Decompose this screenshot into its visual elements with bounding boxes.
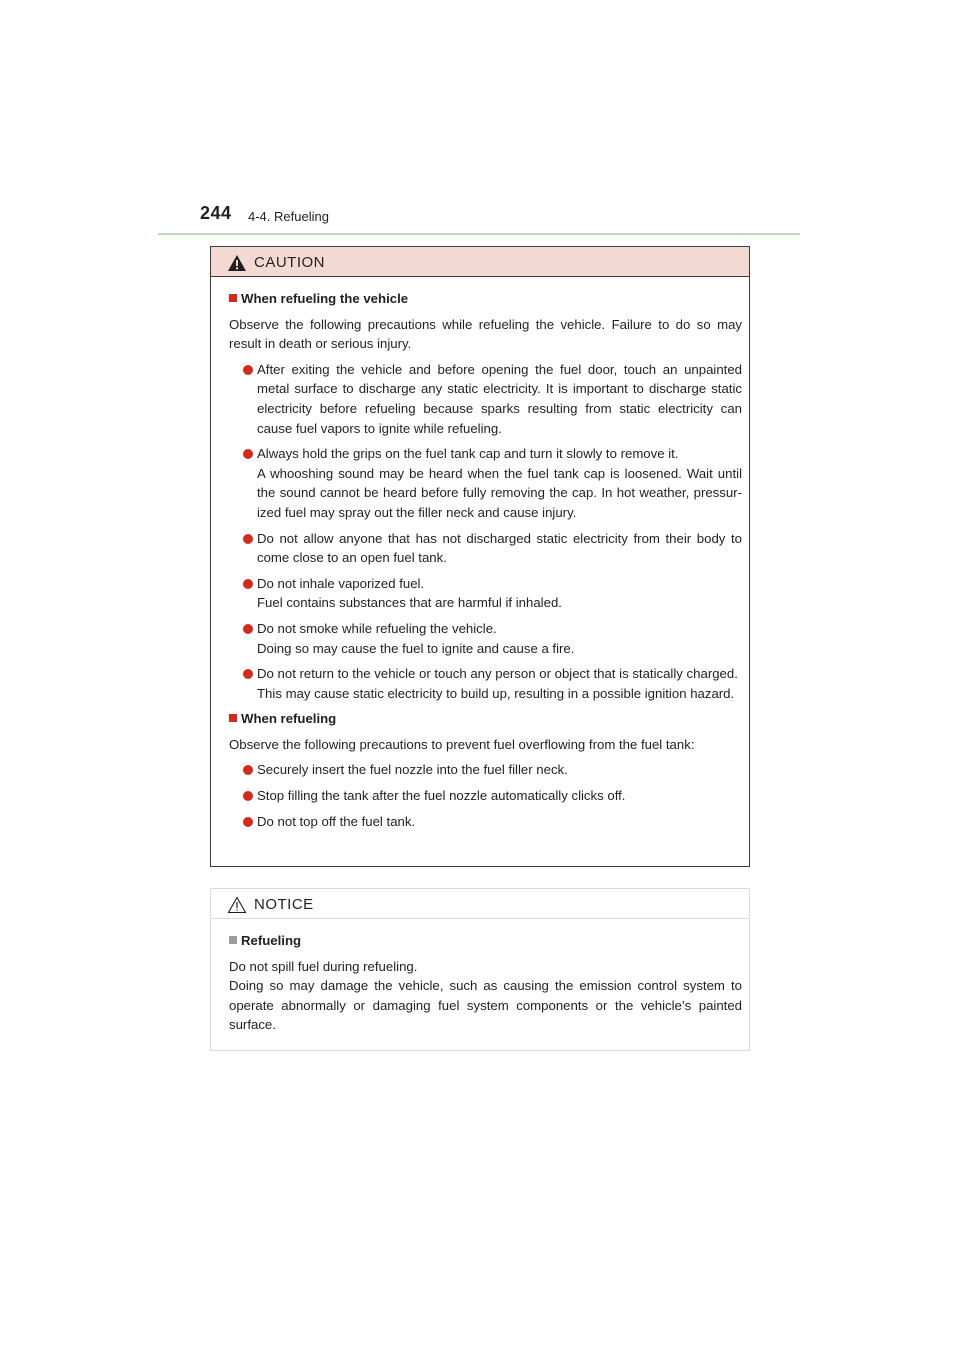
caution-intro: Observe the following precautions to prevent fuel overflowing from the fuel tank: [229, 736, 695, 752]
notice-box [210, 888, 750, 1051]
section-title: 4-4. Refueling [248, 209, 329, 224]
square-bullet-icon [229, 936, 237, 944]
header-divider [158, 233, 800, 235]
caution-list-item [243, 786, 742, 806]
caution-list-item [243, 444, 742, 522]
notice-text: Do not spill fuel during refueling. Doing so may damage the vehicle, such as causing the emission control system to operate abnormally or damaging fuel system components or the vehicle’s painted surface. [229, 958, 742, 1033]
warning-triangle-outline-icon [227, 896, 247, 914]
round-bullet-icon [243, 765, 253, 775]
round-bullet-icon [243, 449, 253, 459]
caution-list-item [243, 574, 742, 613]
caution-item-text: Do not allow anyone that has not discharged static electricity from their body to come close to an open fuel tank. [257, 530, 742, 566]
caution-header [211, 247, 749, 277]
caution-item-text: Do not inhale vaporized fuel. Fuel contains substances that are harmful if inhaled. [257, 575, 562, 611]
caution-subheading [229, 289, 742, 309]
caution-item-text: After exiting the vehicle and before opening the fuel door, touch an unpainted metal surface to discharge any static electricity. It is important to discharge static electricity before refueling because sparks resulting from static electricity can cause fuel vapors to ignite while refueling. [257, 361, 742, 436]
square-bullet-icon [229, 294, 237, 302]
caution-box [210, 246, 750, 867]
caution-list-item [243, 664, 742, 703]
notice-header [211, 889, 749, 919]
caution-item-text: Do not top off the fuel tank. [257, 813, 416, 829]
round-bullet-icon [243, 534, 253, 544]
caution-heading-text: When refueling the vehicle [241, 291, 409, 306]
round-bullet-icon [243, 669, 253, 679]
round-bullet-icon [243, 817, 253, 827]
notice-content [211, 919, 749, 1035]
warning-triangle-icon [227, 254, 247, 272]
caution-list-item [243, 360, 742, 438]
square-bullet-icon [229, 714, 237, 722]
caution-content [211, 277, 749, 831]
notice-title: NOTICE [254, 896, 314, 913]
caution-item-text: Always hold the grips on the fuel tank cap and turn it slowly to remove it. A whooshing sound may be heard when the fuel tank cap is loosened. Wait until the sound cannot be heard before fully removing the cap. In hot weather, pressur-ized fuel may spray out the filler neck and cause injury. [257, 446, 742, 520]
notice-heading-text: Refueling [241, 933, 302, 948]
caution-intro: Observe the following precautions while refueling the vehicle. Failure to do so may result in death or serious injury. [229, 316, 742, 352]
round-bullet-icon [243, 579, 253, 589]
caution-list-item [243, 619, 742, 658]
round-bullet-icon [243, 365, 253, 375]
caution-subheading [229, 709, 742, 729]
caution-item-text: Securely insert the fuel nozzle into the fuel filler neck. [257, 762, 568, 778]
page-header [158, 203, 800, 235]
caution-list-item [243, 760, 742, 780]
round-bullet-icon [243, 624, 253, 634]
caution-heading-text: When refueling [241, 711, 337, 727]
page-number: 244 [200, 203, 232, 223]
caution-title: CAUTION [254, 254, 325, 271]
caution-item-text: Do not return to the vehicle or touch any person or object that is statically charged. This may cause static electricity to build up, resulting in a possible ignition hazard. [257, 666, 738, 701]
caution-list-item [243, 529, 742, 568]
caution-list-item [243, 812, 742, 832]
caution-item-text: Stop filling the tank after the fuel nozzle automatically clicks off. [257, 788, 626, 804]
notice-subheading [229, 931, 742, 951]
round-bullet-icon [243, 791, 253, 801]
caution-item-text: Do not smoke while refueling the vehicle. Doing so may cause the fuel to ignite and cause a fire. [257, 620, 575, 656]
